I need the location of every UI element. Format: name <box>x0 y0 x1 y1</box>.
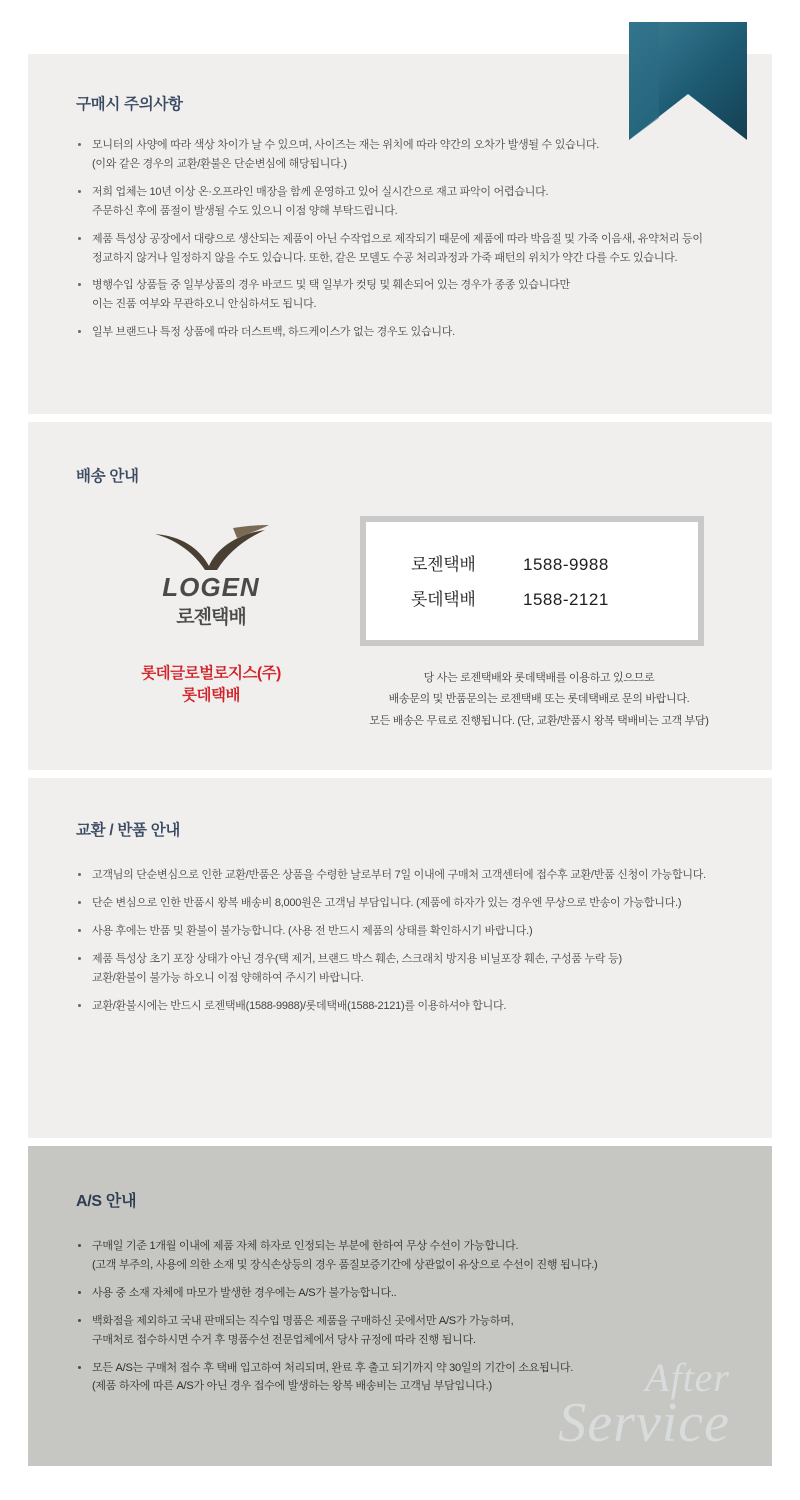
list-item <box>76 950 724 988</box>
list-item <box>76 183 724 221</box>
exchange-line: 사용 후에는 반품 및 환불이 불가능합니다. (사용 전 반드시 제품의 상태를 확인하시기 바랍니다.) <box>92 924 533 937</box>
list-item <box>76 323 724 342</box>
notice-line: 일부 브랜드나 특정 상품에 따라 더스트백, 하드케이스가 없는 경우도 있습니다. <box>92 326 455 339</box>
courier-number: 1588-2121 <box>523 590 609 609</box>
watermark-line-1: After <box>645 1354 730 1400</box>
page-title-as: A/S 안내 <box>76 1193 137 1210</box>
courier-name: 로젠택배 <box>411 555 476 574</box>
courier-contact-box <box>360 516 704 646</box>
as-list <box>76 1237 724 1396</box>
table-row <box>376 585 688 610</box>
list-item <box>76 866 724 885</box>
notice-line: 병행수입 상품들 중 일부상품의 경우 바코드 및 택 일부가 컷팅 및 훼손되어 있는 경우가 종종 있습니다만 <box>92 279 570 292</box>
courier-logos <box>76 516 346 708</box>
exchange-line: 교환/환불이 불가능 하오니 이점 양해하여 주시기 바랍니다. <box>92 971 364 984</box>
list-item <box>76 276 724 314</box>
logen-bird-icon <box>147 524 275 572</box>
list-item <box>76 1237 724 1275</box>
delivery-note-line: 모든 배송은 무료로 진행됩니다. (단, 교환/반품시 왕복 택배비는 고객 부담) <box>369 714 709 727</box>
notice-line: (이와 같은 경우의 교환/환불은 단순변심에 해당됩니다.) <box>92 157 347 170</box>
logen-korean-name: 로젠택배 <box>176 607 246 628</box>
notice-line: 모니터의 사양에 따라 색상 차이가 날 수 있으며, 사이즈는 재는 위치에 따라 약간의 오차가 발생될 수 있습니다. <box>92 139 600 151</box>
page-title-delivery: 배송 안내 <box>76 468 139 485</box>
notice-line: 저희 업체는 10년 이상 온·오프라인 매장을 함께 운영하고 있어 실시간으로 재고 파악이 어렵습니다. <box>92 185 549 198</box>
notice-line: 정교하지 않거나 일정하지 않을 수도 있습니다. 또한, 같은 모델도 수공 처리과정과 가죽 패턴의 위치가 약간 다를 수도 있습니다. <box>92 251 678 264</box>
notice-list <box>76 136 724 342</box>
exchange-line: 교환/환불시에는 반드시 로젠택배(1588-9988)/롯데택배(1588-2121)를 이용하셔야 합니다. <box>92 999 507 1012</box>
page-title-exchange: 교환 / 반품 안내 <box>76 822 181 839</box>
exchange-line: 제품 특성상 초기 포장 상태가 아닌 경우(택 제거, 브랜드 박스 훼손, 스크래치 방지용 비닐포장 훼손, 구성품 누락 등) <box>92 952 622 965</box>
as-line: 구매일 기준 1개월 이내에 제품 자체 하자로 인정되는 부분에 한하여 무상 수선이 가능합니다. <box>92 1240 519 1252</box>
list-item <box>76 1284 724 1303</box>
list-item <box>76 136 724 174</box>
delivery-notes <box>354 668 724 732</box>
table-row <box>376 550 688 575</box>
list-item <box>76 1359 724 1397</box>
delivery-note-line: 배송문의 및 반품문의는 로젠택배 또는 롯데택배로 문의 바랍니다. <box>388 693 690 706</box>
list-item <box>76 1312 724 1350</box>
logen-wordmark: LOGEN <box>162 572 260 602</box>
logen-logo <box>76 524 346 629</box>
as-line: (고객 부주의, 사용에 의한 소재 및 장식손상등의 경우 품질보증기간에 상관없이 유상으로 수선이 진행 됩니다.) <box>92 1258 598 1271</box>
list-item <box>76 894 724 913</box>
delivery-section <box>28 422 772 770</box>
after-service-section <box>28 1146 772 1466</box>
as-line: (제품 하자에 따른 A/S가 아닌 경우 접수에 발생하는 왕복 배송비는 고객님 부담입니다.) <box>92 1380 492 1393</box>
list-item <box>76 922 724 941</box>
as-line: 백화점을 제외하고 국내 판매되는 직수입 명품은 제품을 구매하신 곳에서만 A/S가 가능하며, <box>92 1314 514 1327</box>
notice-line: 주문하신 후에 품절이 발생될 수도 있으니 이점 양해 부탁드립니다. <box>92 204 398 217</box>
lotte-line-1: 롯데글로벌로지스(주) <box>141 665 281 682</box>
as-line: 사용 중 소재 자체에 마모가 발생한 경우에는 A/S가 불가능합니다.. <box>92 1286 397 1299</box>
delivery-note-line: 당 사는 로젠택배와 롯데택배를 이용하고 있으므로 <box>423 672 655 684</box>
lotte-logo <box>76 663 346 708</box>
watermark-line-2: Service <box>558 1391 730 1454</box>
page-title-notice: 구매시 주의사항 <box>76 96 183 113</box>
lotte-line-2: 롯데택배 <box>182 687 240 705</box>
courier-number: 1588-9988 <box>523 555 609 574</box>
courier-name: 롯데택배 <box>411 590 476 609</box>
exchange-list <box>76 866 724 1015</box>
as-line: 구매처로 접수하시면 수거 후 명품수선 전문업체에서 당사 규정에 따라 진행 됩니다. <box>92 1333 476 1346</box>
exchange-return-section <box>28 778 772 1138</box>
notice-line: 이는 진품 여부와 무관하오니 안심하셔도 됩니다. <box>92 298 317 311</box>
list-item <box>76 230 724 268</box>
list-item <box>76 997 724 1016</box>
exchange-line: 고객님의 단순변심으로 인한 교환/반품은 상품을 수령한 날로부터 7일 이내에 구매처 고객센터에 접수후 교환/반품 신청이 가능합니다. <box>92 869 706 881</box>
as-line: 모든 A/S는 구매처 접수 후 택배 입고하여 처리되며, 완료 후 출고 되기까지 약 30일의 기간이 소요됩니다. <box>92 1361 574 1374</box>
notice-line: 제품 특성상 공장에서 대량으로 생산되는 제품이 아닌 수작업으로 제작되기 때문에 제품에 따라 박음질 및 가죽 이음새, 유약처리 등이 <box>92 232 703 245</box>
exchange-line: 단순 변심으로 인한 반품시 왕복 배송비 8,000원은 고객님 부담입니다. (제품에 하자가 있는 경우엔 무상으로 반송이 가능합니다.) <box>92 896 682 909</box>
ribbon-icon <box>629 22 747 140</box>
